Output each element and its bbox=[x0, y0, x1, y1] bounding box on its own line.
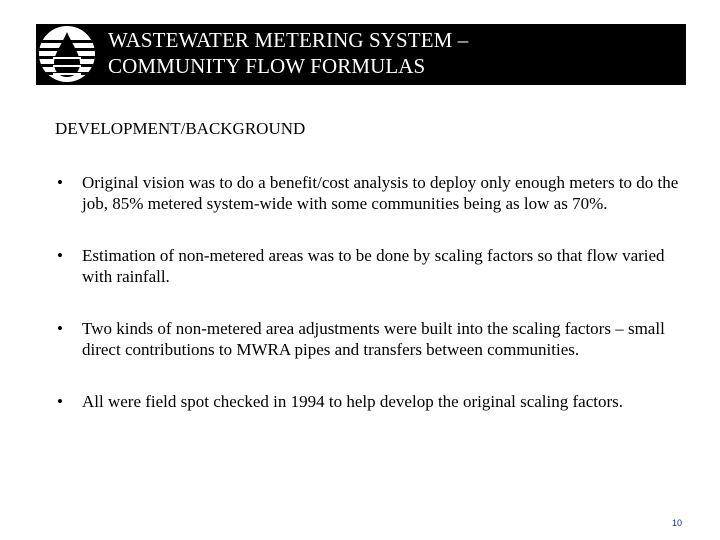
bullet-text: All were field spot checked in 1994 to help develop the original scaling factors. bbox=[82, 392, 624, 411]
bullet-text: Original vision was to do a benefit/cost analysis to deploy only enough meters to do the job, 85% metered system-wide with some communities being as low as 70%. bbox=[82, 173, 679, 213]
water-drop-logo bbox=[36, 24, 98, 85]
bullet-text: Estimation of non-metered areas was to be done by scaling factors so that flow varied with rainfall. bbox=[82, 246, 665, 286]
bullet-marker: • bbox=[57, 246, 63, 265]
bullet-list bbox=[55, 172, 680, 443]
page-number: 10 bbox=[671, 518, 682, 528]
bullet-item bbox=[55, 245, 680, 287]
bullet-item bbox=[55, 318, 680, 360]
bullet-text: Two kinds of non-metered area adjustments were built into the scaling factors – small direct contributions to MWRA pipes and transfers between communities. bbox=[82, 319, 665, 359]
section-heading: DEVELOPMENT/BACKGROUND bbox=[55, 119, 306, 138]
bullet-marker: • bbox=[57, 173, 63, 192]
bullet-marker: • bbox=[57, 392, 63, 411]
bullet-item bbox=[55, 391, 680, 412]
title-bar bbox=[36, 24, 686, 85]
page-title: WASTEWATER METERING SYSTEM – COMMUNITY FLOW FORMULAS bbox=[108, 28, 469, 78]
bullet-item bbox=[55, 172, 680, 214]
bullet-marker: • bbox=[57, 319, 63, 338]
